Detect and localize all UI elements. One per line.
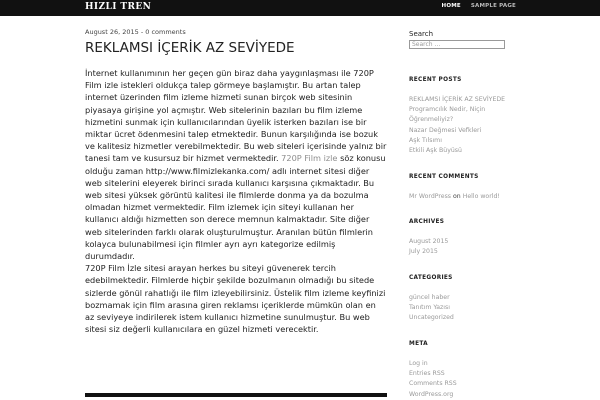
recent-posts-title: RECENT POSTS [409, 77, 462, 83]
meta-link[interactable]: Entries RSS [409, 370, 445, 378]
recent-post-link[interactable]: Aşk Tılsımı [409, 136, 442, 144]
meta-link[interactable]: Comments RSS [409, 380, 457, 388]
meta-separator: - [138, 28, 146, 36]
recent-post-link[interactable]: Programcılık Nedir, Niçin [409, 106, 486, 114]
categories-list [409, 293, 514, 324]
archives-list [409, 237, 514, 257]
post-title[interactable]: REKLAMSI İÇERİK AZ SEVİYEDE [85, 40, 295, 56]
content-bottom-bar [85, 393, 387, 397]
recent-comments-title: RECENT COMMENTS [409, 174, 479, 180]
paragraph-1-text-start: İnternet kullanımının her geçen gün biraz daha yaygınlaşması ile 720P Film izle istekleri oldukça talep görmeye başlamıştır. Bu artan talep internet üzerinden film izleme hizmeti sunan birçok web sitesinin piyasaya girişine yol açmıştır. Web sitelerinin bazıları bu film izleme hizmetini sunmak için kullanıcılarından üyelik isterken bazıları ise bir miktar ücret ödenmesini talep etmektedir. Bunun karşılığında ise bozuk ve kalitesiz hizmetler verebilmektedir. Bu web siteleri içerisinde yalnız bir tanesi tam ve kusursuz bir hizmet vermektedir. [85, 68, 387, 164]
meta-link[interactable]: Log in [409, 360, 428, 367]
category-link[interactable]: Uncategorized [409, 314, 454, 322]
site-title[interactable]: HIZLI TREN [85, 2, 152, 12]
category-link[interactable]: güncel haber [409, 294, 450, 301]
comment-on-text: on [451, 193, 463, 200]
post-date[interactable]: August 26, 2015 [85, 28, 139, 36]
post-meta [85, 28, 186, 36]
recent-comments-list [409, 192, 514, 202]
archive-link[interactable]: August 2015 [409, 238, 449, 245]
recent-comment [409, 192, 514, 202]
main-nav [442, 3, 516, 9]
paragraph-1-text-end: söz konusu olduğu zaman http://www.filmizlekanka.com/ adlı internet sitesi diğer web sitelerini eleyerek birinci sırada kullanıcı karşısına çıkmaktadır. Bu web sitesi yüksek görüntü kalitesi ile filmlerde donma ya da bozulma olmadan hizmet vermektedir. Film izlemek için siteyi kullanan her kullanıcı aldığı hizmetten son derece memnun kalmaktadır. Site diğer web sitelerinden farklı olarak oluşturulmuştur. Aranılan bütün filmlerin kolayca bulunabilmesi için filmler ayrı ayrı kategorize edilmiş durumdadır. [85, 153, 386, 262]
film-izle-link[interactable]: 720P Film izle [281, 153, 338, 164]
recent-post-link[interactable]: REKLAMSI İÇERİK AZ SEVİYEDE [409, 96, 506, 103]
post-comments-link[interactable]: 0 comments [145, 28, 186, 36]
post-paragraph-2: 720P Film İzle sitesi arayan herkes bu siteyi güvenerek tercih edebilmektedir. Filmlerde hiçbir şekilde bozulmanın olmadığı bu sitede sizlerde gönül rahatlığı ile film izleyebilirsiniz. Üstelik film izleme keyfinizi bozmamak için film arasına giren reklamsı içeriklerde mümkün olan en az seviyeye indirilerek istem kullanıcı hizmetine sunulmuştur. Bu web sitesi siz değerli kullanıcılara en güzel hizmeti verecektir. [85, 263, 386, 335]
top-bar [0, 0, 600, 16]
comment-post-link[interactable]: Hello world! [462, 193, 500, 200]
meta-link[interactable]: WordPress.org [409, 390, 454, 398]
search-label: Search [409, 30, 434, 38]
recent-posts-list [409, 95, 514, 156]
nav-item-sample-page[interactable]: SAMPLE PAGE [470, 3, 516, 9]
nav-item-home[interactable]: HOME [441, 3, 461, 9]
category-link[interactable]: Tanıtım Yazısı [409, 304, 450, 312]
archives-title: ARCHIVES [409, 219, 445, 225]
meta-list [409, 359, 514, 400]
meta-title: META [409, 341, 428, 347]
recent-post-link[interactable]: Etkili Aşk Büyüsü [409, 147, 462, 155]
post-content [85, 67, 387, 335]
recent-post-link[interactable]: Öğrenmeliyiz? [409, 116, 454, 124]
recent-post-link[interactable]: Nazar Değmesi Vefkleri [409, 126, 482, 134]
search-input[interactable]: Search ... [409, 40, 505, 49]
post-paragraph-1 [85, 67, 387, 262]
comment-author-link[interactable]: Mr WordPress [409, 193, 452, 200]
archive-link[interactable]: July 2015 [409, 248, 438, 256]
categories-title: CATEGORIES [409, 275, 453, 281]
